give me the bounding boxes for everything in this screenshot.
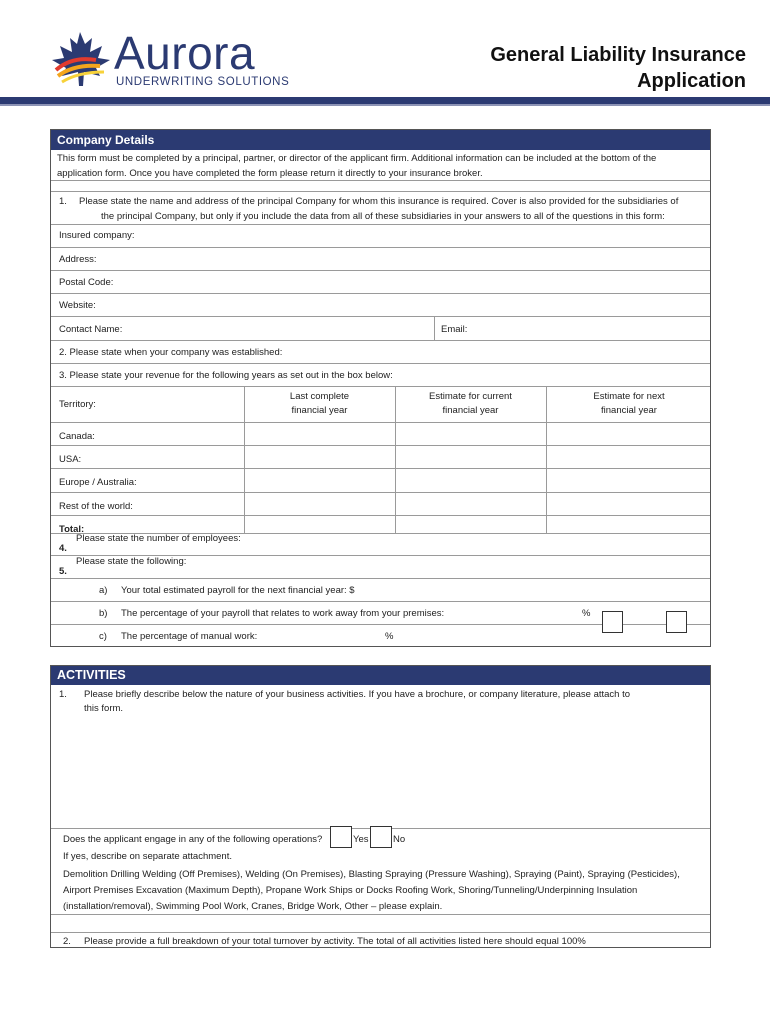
- question-5a-text: Your total estimated payroll for the next financial year: $: [121, 585, 355, 596]
- question-4-number: 4.: [59, 543, 67, 554]
- operations-question: Does the applicant engage in any of the following operations?: [63, 834, 323, 845]
- document-title-line1: General Liability Insurance: [490, 44, 746, 66]
- activities-q1-line2: this form.: [84, 703, 124, 714]
- postal-code-field[interactable]: [51, 270, 710, 293]
- question-5-number: 5.: [59, 566, 67, 577]
- operations-note: If yes, describe on separate attachment.: [63, 851, 232, 862]
- page-header: [0, 0, 770, 100]
- intro-text-line1: This form must be completed by a principal, partner, or director of the applicant firm. Additional information can be included at the bottom of the: [57, 153, 657, 164]
- company-details-heading: Company Details: [51, 130, 710, 150]
- header-divider: [0, 97, 770, 104]
- revenue-row-usa[interactable]: [51, 445, 710, 468]
- activities-section: [50, 665, 711, 948]
- column-current-year: Estimate for current financial year: [429, 391, 512, 416]
- question-1-row: [51, 191, 710, 224]
- territory-header: Territory:: [59, 399, 96, 410]
- website-field[interactable]: [51, 293, 710, 316]
- question-5a-row[interactable]: [51, 578, 710, 601]
- contact-name-field[interactable]: [51, 317, 434, 341]
- operations-list-line2: Airport Premises Excavation (Maximum Depth), Propane Work Ships or Docks Roofing Work, Shoring/Tunneling/Underpinning Insulation: [63, 885, 638, 896]
- question-3-text: 3. Please state your revenue for the following years as set out in the box below:: [59, 370, 393, 381]
- contact-name-label: Contact Name:: [59, 324, 123, 335]
- intro-text-line2: application form. Once you have completed the form please return it directly to your insurance broker.: [57, 168, 483, 179]
- document-title: [490, 42, 746, 94]
- spacer-row: [51, 180, 710, 191]
- logo-subtitle: UNDERWRITING SOLUTIONS: [116, 76, 290, 88]
- column-last-year: Last complete financial year: [289, 391, 350, 416]
- territory-usa: USA:: [59, 454, 82, 465]
- revenue-row-canada[interactable]: [51, 422, 710, 445]
- contact-row: [51, 316, 710, 340]
- question-5-row: [51, 555, 710, 578]
- question-5c-percent: %: [385, 631, 394, 642]
- activities-q2-row: [51, 932, 710, 949]
- operations-no-checkbox[interactable]: [370, 826, 392, 848]
- maple-leaf-icon: [50, 30, 112, 88]
- activities-heading: ACTIVITIES: [51, 666, 710, 685]
- percent-checkbox-2[interactable]: [666, 611, 687, 633]
- email-label: Email:: [441, 324, 468, 335]
- question-5c-letter: c): [99, 631, 107, 642]
- revenue-table-header: [51, 386, 710, 422]
- aurora-logo: [50, 27, 290, 92]
- question-5-text: Please state the following:: [76, 556, 187, 567]
- question-5b-letter: b): [99, 608, 108, 619]
- website-label: Website:: [59, 300, 96, 311]
- company-details-section: [50, 129, 711, 647]
- header-divider-accent: [0, 104, 770, 106]
- operations-list-line3: (installation/removal), Swimming Pool Work, Cranes, Bridge Work, Other – please explain.: [63, 901, 443, 912]
- address-label: Address:: [59, 254, 97, 265]
- operations-yes-checkbox[interactable]: [330, 826, 352, 848]
- activities-q1-line1: Please briefly describe below the nature of your business activities. If you have a brochure, or company literature, please attach to: [84, 689, 631, 700]
- insured-company-field[interactable]: [51, 224, 710, 247]
- question-5a-letter: a): [99, 585, 108, 596]
- question-5c-text: The percentage of manual work:: [121, 631, 258, 642]
- activities-q1-number: 1.: [59, 689, 67, 700]
- revenue-row-europe[interactable]: [51, 468, 710, 492]
- operations-list-line1: Demolition Drilling Welding (Off Premises), Welding (On Premises), Blasting Spraying (Pressure Washing), Spraying (Paint), Spraying (Pesticides),: [63, 869, 680, 880]
- document-title-line2: Application: [637, 70, 746, 92]
- activities-description-field[interactable]: [51, 685, 710, 828]
- revenue-total-label: Total:: [59, 524, 85, 535]
- insured-company-label: Insured company:: [59, 230, 135, 241]
- email-field[interactable]: [435, 317, 711, 341]
- revenue-row-rest[interactable]: [51, 492, 710, 515]
- operations-yes-label: Yes: [353, 834, 369, 845]
- question-2-row[interactable]: [51, 340, 710, 363]
- postal-code-label: Postal Code:: [59, 277, 114, 288]
- question-1-line1: Please state the name and address of the principal Company for whom this insurance is required. Cover is also provided for the subsidiaries of: [79, 196, 679, 207]
- activities-q2-number: 2.: [63, 936, 71, 947]
- territory-rest: Rest of the world:: [59, 501, 133, 512]
- address-field[interactable]: [51, 247, 710, 270]
- question-5b-percent: %: [582, 608, 591, 619]
- question-1-number: 1.: [59, 196, 67, 207]
- question-5b-text: The percentage of your payroll that relates to work away from your premises:: [121, 608, 445, 619]
- territory-canada: Canada:: [59, 431, 95, 442]
- operations-no-label: No: [393, 834, 406, 845]
- territory-europe: Europe / Australia:: [59, 477, 137, 488]
- spacer-row-2: [51, 914, 710, 932]
- column-next-year: Estimate for next financial year: [593, 391, 665, 416]
- activities-q2-text: Please provide a full breakdown of your total turnover by activity. The total of all activities listed here should equal 100%: [84, 936, 586, 947]
- percent-checkbox-1[interactable]: [602, 611, 623, 633]
- intro-row: [51, 150, 710, 180]
- question-4-row[interactable]: [51, 533, 710, 555]
- question-2-text: 2. Please state when your company was established:: [59, 347, 283, 358]
- question-4-text: Please state the number of employees:: [76, 533, 241, 544]
- logo-wordmark: Aurora: [114, 27, 256, 79]
- question-1-line2: the principal Company, but only if you include the data from all of these subsidiaries in your answers to all of the questions in this form:: [101, 211, 665, 222]
- question-3-row: [51, 363, 710, 386]
